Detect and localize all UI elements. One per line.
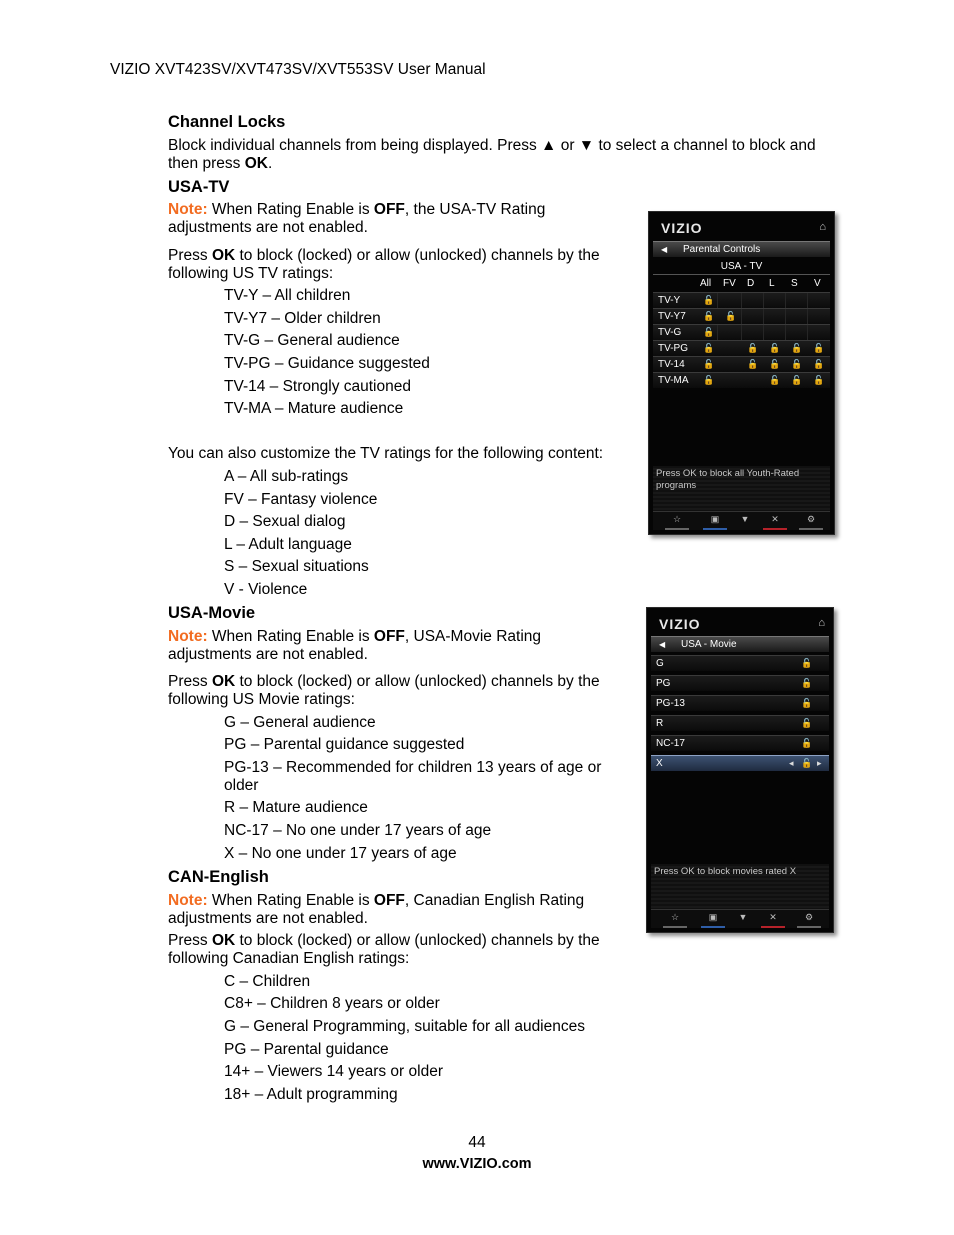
- usatv-note-1: Note: When Rating Enable is OFF, the USA-TV Rating: [168, 201, 546, 218]
- lock-icon[interactable]: 🔓: [703, 295, 715, 305]
- back-arrow-icon[interactable]: ◀: [659, 640, 666, 649]
- list-item: L – Adult language: [224, 536, 352, 553]
- list-item: S – Sexual situations: [224, 558, 369, 575]
- lock-icon[interactable]: 🔓: [769, 375, 781, 385]
- lock-icon[interactable]: 🔓: [813, 343, 825, 353]
- list-item: TV-PG – Guidance suggested: [224, 355, 430, 372]
- list-item: C – Children: [224, 973, 311, 990]
- table-row[interactable]: G 🔓: [651, 655, 829, 671]
- table-row[interactable]: PG 🔓: [651, 675, 829, 691]
- usamovie-note-1: Note: When Rating Enable is OFF, USA-Movie Rating: [168, 628, 542, 645]
- lock-icon[interactable]: 🔓: [769, 343, 781, 353]
- home-icon[interactable]: ⌂: [818, 617, 825, 629]
- input-icon[interactable]: ▣: [703, 514, 727, 525]
- menu-title: Parental Controls: [683, 244, 761, 255]
- usatv-press-2: following US TV ratings:: [168, 265, 334, 282]
- col-header: D: [747, 278, 755, 289]
- close-icon[interactable]: ✕: [763, 514, 787, 525]
- submenu-title: USA - TV: [720, 261, 763, 272]
- list-item: TV-Y7 – Older children: [224, 310, 381, 327]
- tv-screen-usatv: [648, 211, 835, 535]
- table-row[interactable]: PG-13 🔓: [651, 695, 829, 711]
- list-item: TV-Y – All children: [224, 287, 351, 304]
- canenglish-heading: CAN-English: [168, 868, 269, 886]
- chevron-right-icon[interactable]: ▸: [817, 758, 822, 768]
- col-header: L: [769, 278, 775, 289]
- lock-icon[interactable]: 🔓: [703, 343, 715, 353]
- usamovie-heading: USA-Movie: [168, 604, 256, 622]
- lock-icon[interactable]: 🔓: [703, 375, 715, 385]
- usatv-press-1: Press OK to block (locked) or allow (unlocked) channels by the: [168, 247, 600, 264]
- gear-icon[interactable]: ⚙: [799, 514, 823, 525]
- list-item: D – Sexual dialog: [224, 513, 346, 530]
- table-row[interactable]: NC-17 🔓: [651, 735, 829, 751]
- list-item: PG – Parental guidance: [224, 1041, 389, 1058]
- list-item: TV-14 – Strongly cautioned: [224, 378, 411, 395]
- remote-button-bar: [653, 511, 830, 530]
- footer-url: www.VIZIO.com: [422, 1156, 532, 1172]
- list-item: G – General audience: [224, 714, 376, 731]
- channel-locks-text-1: Block individual channels from being displayed. Press ▲ or ▼ to select a channel to block and: [168, 137, 816, 154]
- col-header: S: [791, 278, 798, 289]
- tv-screen-usamovie: [646, 607, 834, 933]
- table-row[interactable]: TV-14 🔓 🔓 🔓 🔓 🔓: [653, 356, 830, 372]
- hint-text: Press OK to block all Youth-Rated programs: [653, 466, 830, 514]
- lock-icon[interactable]: 🔓: [747, 359, 759, 369]
- gear-icon[interactable]: ⚙: [797, 912, 821, 923]
- lock-icon[interactable]: 🔓: [801, 678, 813, 688]
- vizio-v-icon[interactable]: ▼: [738, 912, 748, 922]
- col-header: All: [700, 278, 712, 289]
- list-item: NC-17 – No one under 17 years of age: [224, 822, 492, 839]
- col-header: V: [814, 278, 821, 289]
- usamovie-press-1: Press OK to block (locked) or allow (unlocked) channels by the: [168, 673, 600, 690]
- home-icon[interactable]: ⌂: [819, 221, 826, 233]
- canenglish-press-2: following Canadian English ratings:: [168, 950, 410, 967]
- lock-icon[interactable]: 🔓: [791, 375, 803, 385]
- list-item: A – All sub-ratings: [224, 468, 349, 485]
- canenglish-note-1: Note: When Rating Enable is OFF, Canadian English Rating: [168, 892, 585, 909]
- remote-button-bar: [651, 909, 829, 928]
- channel-locks-heading: Channel Locks: [168, 113, 286, 131]
- lock-icon[interactable]: 🔓: [791, 359, 803, 369]
- usatv-heading: USA-TV: [168, 178, 230, 196]
- menu-title: USA - Movie: [681, 639, 737, 650]
- chevron-left-icon[interactable]: ◂: [789, 758, 794, 768]
- usamovie-note-2: adjustments are not enabled.: [168, 646, 368, 663]
- menu-bar[interactable]: [651, 636, 829, 652]
- lock-icon[interactable]: 🔓: [769, 359, 781, 369]
- page-number: 44: [468, 1134, 486, 1151]
- menu-bar[interactable]: [653, 241, 830, 257]
- list-item: R – Mature audience: [224, 799, 368, 816]
- vizio-logo: VIZIO: [659, 616, 701, 632]
- list-item: TV-MA – Mature audience: [224, 400, 404, 417]
- vizio-v-icon[interactable]: ▼: [740, 514, 750, 524]
- list-item: TV-G – General audience: [224, 332, 400, 349]
- lock-icon[interactable]: 🔓: [747, 343, 759, 353]
- canenglish-note-2: adjustments are not enabled.: [168, 910, 368, 927]
- table-row[interactable]: TV-G 🔓: [653, 324, 830, 340]
- star-icon[interactable]: ☆: [665, 514, 689, 525]
- page-header: VIZIO XVT423SV/XVT473SV/XVT553SV User Manual: [110, 61, 486, 78]
- lock-icon[interactable]: 🔓: [703, 359, 715, 369]
- table-row[interactable]: TV-MA 🔓 🔓 🔓 🔓: [653, 372, 830, 388]
- back-arrow-icon[interactable]: ◀: [661, 245, 668, 254]
- vizio-logo: VIZIO: [661, 220, 703, 236]
- table-row[interactable]: TV-PG 🔓 🔓 🔓 🔓 🔓: [653, 340, 830, 356]
- usatv-customize: You can also customize the TV ratings for the following content:: [168, 445, 604, 462]
- list-item: V - Violence: [224, 581, 308, 598]
- list-item: PG – Parental guidance suggested: [224, 736, 465, 753]
- list-item: older: [224, 777, 259, 794]
- list-item: 18+ – Adult programming: [224, 1086, 398, 1103]
- list-item: PG-13 – Recommended for children 13 years of age or: [224, 759, 602, 776]
- table-row[interactable]: TV-Y 🔓: [653, 292, 830, 308]
- list-item: X – No one under 17 years of age: [224, 845, 457, 862]
- lock-icon[interactable]: 🔓: [703, 311, 715, 321]
- lock-icon[interactable]: 🔓: [813, 375, 825, 385]
- hint-text: Press OK to block movies rated X: [651, 864, 829, 912]
- usamovie-press-2: following US Movie ratings:: [168, 691, 355, 708]
- table-row[interactable]: TV-Y7 🔓 🔓: [653, 308, 830, 324]
- close-icon[interactable]: ✕: [761, 912, 785, 923]
- canenglish-press-1: Press OK to block (locked) or allow (unlocked) channels by the: [168, 932, 600, 949]
- list-item: G – General Programming, suitable for all audiences: [224, 1018, 585, 1035]
- lock-icon[interactable]: 🔓: [801, 698, 813, 708]
- lock-icon[interactable]: 🔓: [801, 738, 813, 748]
- table-row[interactable]: R 🔓: [651, 715, 829, 731]
- channel-locks-text-2: then press OK.: [168, 155, 273, 172]
- table-row-selected[interactable]: X ◂ 🔓 ▸: [651, 755, 829, 771]
- lock-icon[interactable]: 🔓: [813, 359, 825, 369]
- lock-icon[interactable]: 🔓: [725, 311, 737, 321]
- star-icon[interactable]: ☆: [663, 912, 687, 923]
- col-header: FV: [723, 278, 736, 289]
- lock-icon[interactable]: 🔓: [791, 343, 803, 353]
- list-item: FV – Fantasy violence: [224, 491, 378, 508]
- input-icon[interactable]: ▣: [701, 912, 725, 923]
- lock-icon[interactable]: 🔓: [801, 658, 813, 668]
- list-item: 14+ – Viewers 14 years or older: [224, 1063, 443, 1080]
- lock-icon[interactable]: 🔓: [801, 758, 813, 768]
- lock-icon[interactable]: 🔓: [703, 327, 715, 337]
- lock-icon[interactable]: 🔓: [801, 718, 813, 728]
- list-item: C8+ – Children 8 years or older: [224, 995, 440, 1012]
- usatv-note-2: adjustments are not enabled.: [168, 219, 368, 236]
